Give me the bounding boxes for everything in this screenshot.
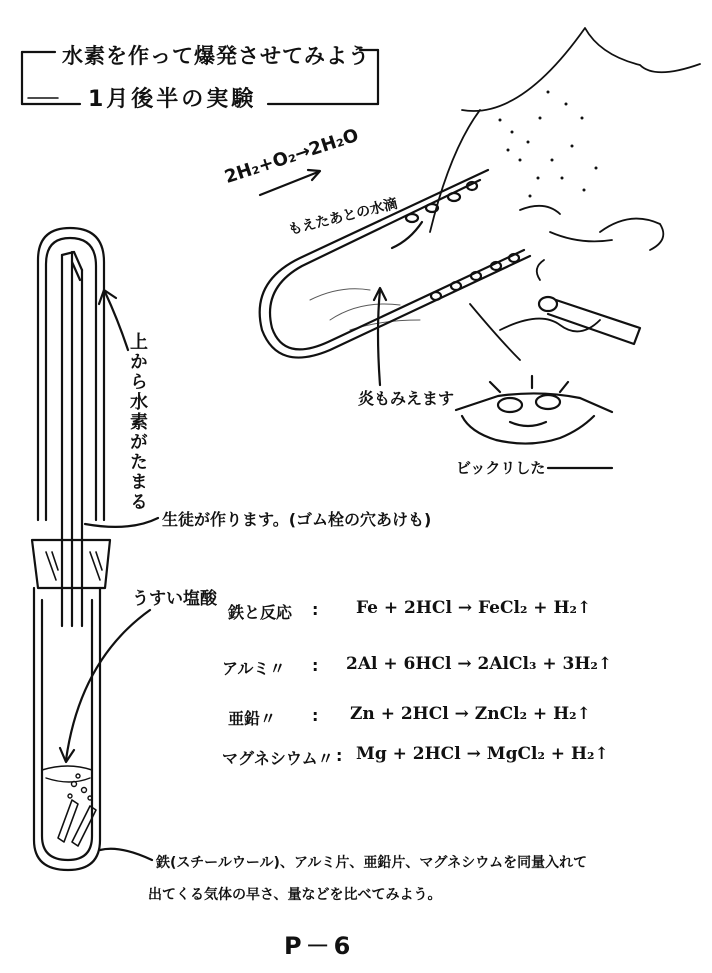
flame-visible-label: 炎もみえます — [358, 389, 455, 408]
instructions-line-1: 鉄(スチールウール)、アルミ片、亜鉛片、マグネシウムを同量入れて — [156, 855, 588, 871]
surprised-label: ビックリした — [456, 459, 546, 477]
surprised-face — [456, 376, 612, 444]
reaction-tube — [34, 588, 100, 870]
collection-tube — [38, 228, 104, 626]
flame-arrow — [378, 290, 380, 385]
spark-dots — [499, 91, 598, 198]
instructions-line-2: 出てくる気体の早さ、量などを比べてみよう。 — [148, 887, 442, 903]
reaction-equation: 2Al + 6HCl → 2AlCl₃ + 3H₂↑ — [346, 654, 613, 674]
reaction-equation: Zn + 2HCl → ZnCl₂ + H₂↑ — [350, 704, 591, 724]
reaction-name: アルミ〃 — [222, 659, 286, 678]
reaction-name: マグネシウム〃 — [222, 749, 334, 768]
hydrogen-collects-label: 上から水素がたまる — [127, 332, 148, 512]
reaction-equation: Mg + 2HCl → MgCl₂ + H₂↑ — [356, 744, 609, 764]
combustion-equation: 2H₂+O₂→2H₂O — [222, 124, 362, 188]
experiment-subtitle: 1月後半の実験 — [88, 87, 257, 112]
reaction-colon: : — [312, 600, 319, 619]
reaction-colon: : — [312, 706, 319, 725]
worksheet-title: 水素を作って爆発させてみよう — [62, 44, 370, 68]
acid-arrow — [66, 610, 150, 760]
reaction-equation: Fe + 2HCl → FeCl₂ + H₂↑ — [356, 598, 592, 618]
match-stick — [537, 260, 640, 344]
reaction-colon: : — [312, 656, 319, 675]
explosion-burst — [430, 28, 700, 360]
page-number: P－6 — [284, 932, 355, 960]
reaction-colon: : — [336, 746, 343, 765]
student-makes-label: 生徒が作ります。(ゴム栓の穴あけも) — [162, 510, 432, 529]
water-drops-label: もえたあとの水滴 — [286, 195, 400, 239]
dilute-hcl-label: うすい塩酸 — [132, 589, 217, 609]
reaction-name: 鉄と反応 — [228, 603, 293, 622]
reaction-name: 亜鉛〃 — [228, 709, 277, 728]
metal-arrow — [100, 849, 152, 860]
drops-arrow — [392, 222, 422, 248]
equation-arrow — [260, 172, 318, 195]
